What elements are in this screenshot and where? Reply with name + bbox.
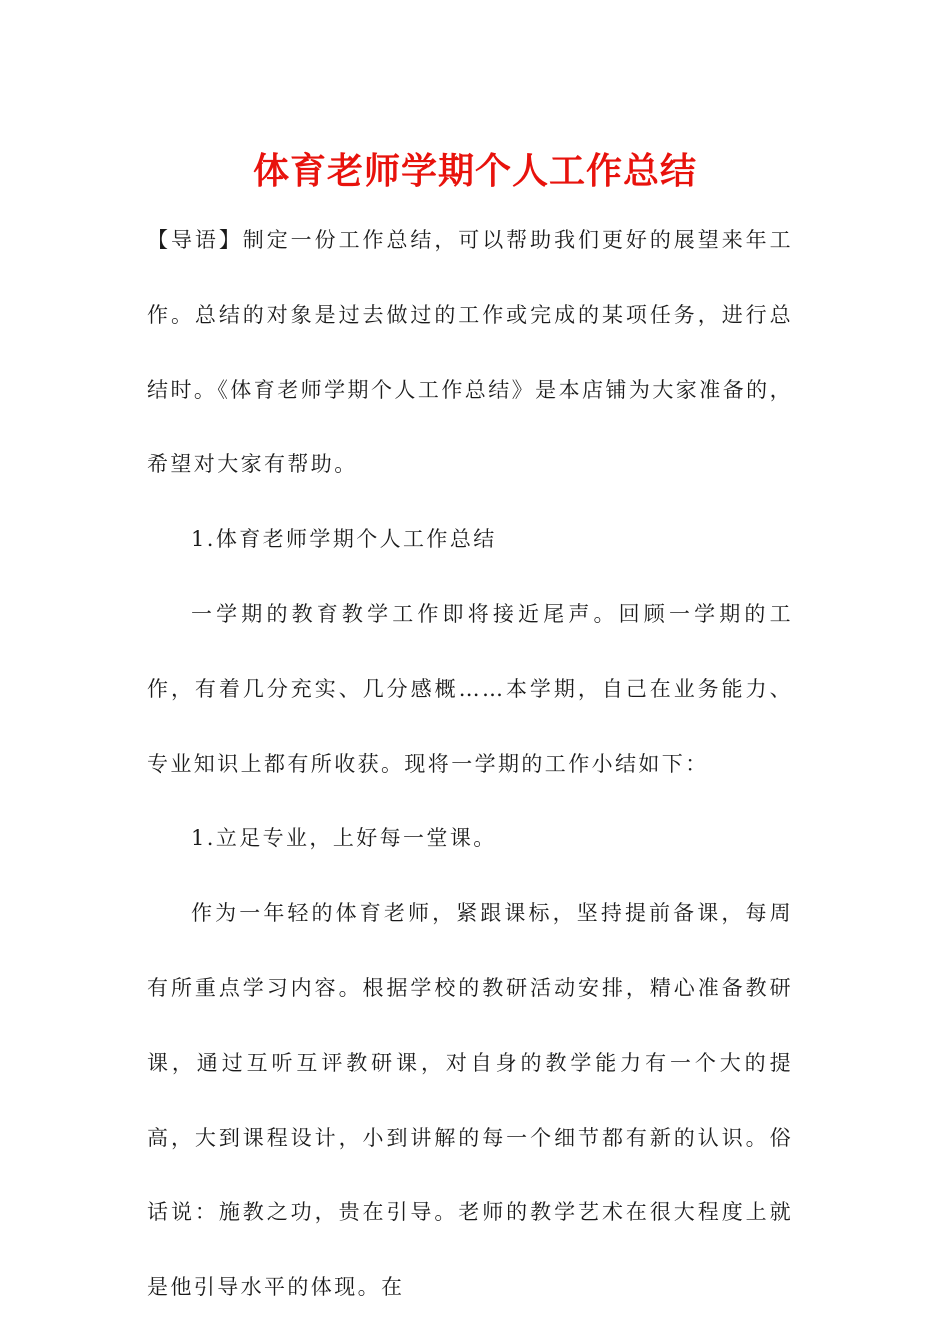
document-title: 体育老师学期个人工作总结 [252, 151, 697, 192]
paragraph-section-heading: 1.体育老师学期个人工作总结 [191, 527, 497, 552]
paragraph-detail: 作为一年轻的体育老师，紧跟课标，坚持提前备课，每周有所重点学习内容。根据学校的教研活动安排，精心准备教研课，通过互听互评教研课，对自身的教学能力有一个大的提高，大到课程设计，小到讲解的每一个细节都有新的认识。俗话说：施教之功，贵在引导。老师的教学艺术在很大程度上就是他引导水平的体现。在 [147, 901, 793, 1300]
paragraph-overview: 一学期的教育教学工作即将接近尾声。回顾一学期的工作，有着几分充实、几分感概……本学期，自己在业务能力、专业知识上都有所收获。现将一学期的工作小结如下： [147, 601, 793, 776]
paragraph-subheading: 1.立足专业，上好每一堂课。 [191, 826, 497, 851]
paragraph-intro: 【导语】制定一份工作总结，可以帮助我们更好的展望来年工作。总结的对象是过去做过的工作或完成的某项任务，进行总结时。《体育老师学期个人工作总结》是本店铺为大家准备的，希望对大家有帮助。 [147, 228, 793, 477]
document-body [147, 203, 793, 1325]
